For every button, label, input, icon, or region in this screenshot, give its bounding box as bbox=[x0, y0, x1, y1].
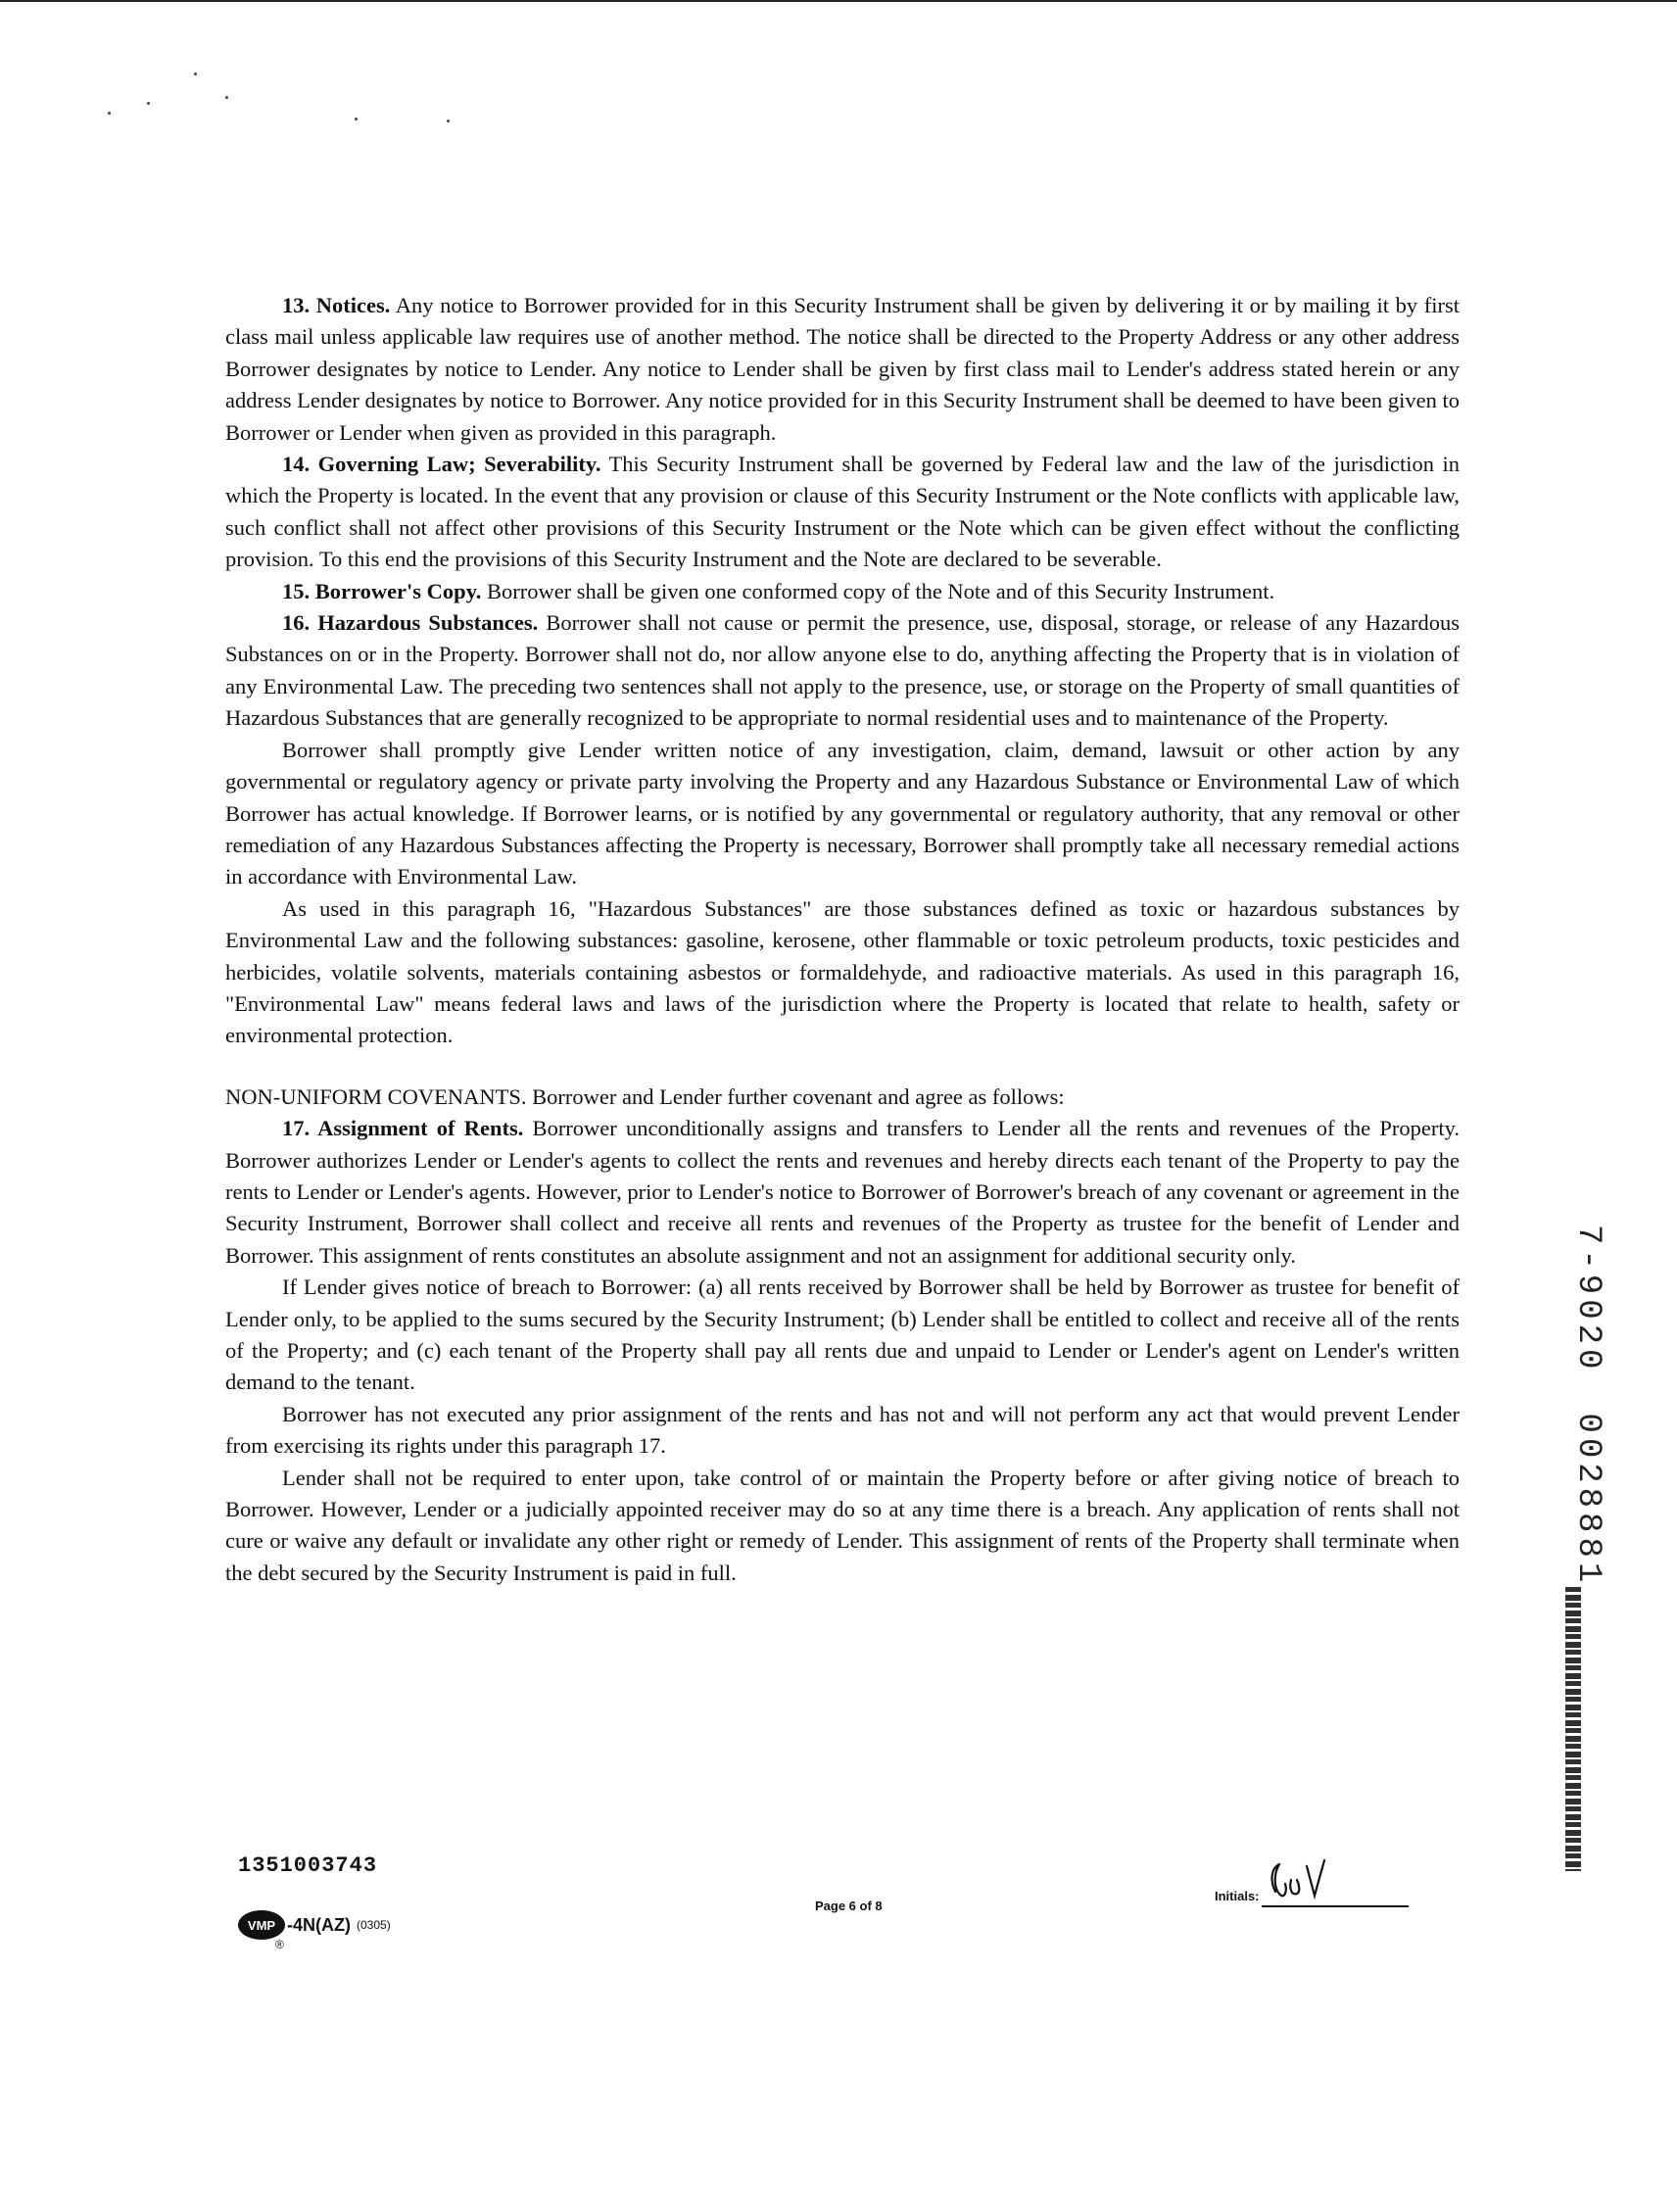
paragraph-16-definitions: As used in this paragraph 16, "Hazardous Substances" are those substances defined as toxic or hazardous substances by Environmental Law and the following substances: gasoline, kerosene, other flammable or toxic petroleum products, toxic pesticides and herbicides, volatile solvents, materials containing asbestos or formaldehyde, and radioactive materials. As used in this paragraph 16, "Environmental Law" means federal laws and laws of the jurisdiction where the Property is located that relate to health, safety or environmental protection. bbox=[225, 895, 1460, 1048]
paragraph-17-assignment-of-rents bbox=[225, 1113, 1460, 1272]
side-stamp-bar bbox=[1565, 1587, 1581, 1871]
paragraph-16-notice: Borrower shall promptly give Lender written notice of any investigation, claim, demand, lawsuit or other action by any governmental or regulatory agency or private party involving the Property and any Hazardous Substance or Environmental Law of which Borrower has actual knowledge. If Borrower learns, or is notified by any governmental or regulatory authority, that any removal or other remediation of any Hazardous Substances affecting the Property is necessary, Borrower shall promptly take all necessary remedial actions in accordance with Environmental Law. bbox=[225, 737, 1460, 890]
vmp-logo-text: VMP bbox=[247, 1917, 276, 1933]
registered-mark: ® bbox=[275, 1938, 284, 1951]
paragraph-14-governing-law bbox=[225, 449, 1460, 576]
non-uniform-covenants-intro: NON-UNIFORM COVENANTS. Borrower and Lender further covenant and agree as follows: bbox=[225, 1083, 1065, 1109]
paragraph-17-breach-notice: If Lender gives notice of breach to Borrower: (a) all rents received by Borrower shall be held by Borrower as trustee for benefit of Lender only, to be applied to the sums secured by the Security Instrument; (b) Lender shall be entitled to collect and receive all of the rents of the Property; and (c) each tenant of the Property shall pay all rents due and unpaid to Lender or Lender's agent on Lender's written demand to the tenant. bbox=[225, 1274, 1460, 1395]
paragraph-14-heading: 14. Governing Law; Severability. bbox=[282, 452, 601, 477]
initials-signature-icon bbox=[1262, 1851, 1350, 1909]
side-stamp bbox=[1569, 1225, 1606, 1587]
paragraph-13-heading: 13. Notices. bbox=[282, 293, 391, 317]
loan-number: 1351003743 bbox=[238, 1853, 378, 1878]
initials-signature-line bbox=[1262, 1866, 1409, 1907]
side-stamp-part2: 0028881 bbox=[1569, 1413, 1606, 1588]
side-stamp-part1: 7-9020 bbox=[1569, 1225, 1606, 1374]
vmp-logo bbox=[238, 1910, 285, 1951]
paragraph-16-hazardous-substances bbox=[225, 607, 1460, 735]
paragraph-17-heading: 17. Assignment of Rents. bbox=[282, 1116, 524, 1141]
paragraph-13-text: Any notice to Borrower provided for in this Security Instrument shall be given by delivering it or by mailing it by first class mail unless applicable law requires use of another method. The notice shall be directed to the Property Address or any other address Borrower designates by notice to Lender. Any notice to Lender shall be given by first class mail to Lender's address stated herein or any address Lender designates by notice to Borrower. Any notice provided for in this Security Instrument shall be deemed to have been given to Borrower or Lender when given as provided in this paragraph. bbox=[225, 293, 1460, 445]
form-code: -4N(AZ) bbox=[287, 1914, 351, 1935]
paragraph-15-heading: 15. Borrower's Copy. bbox=[282, 578, 482, 603]
section-gap bbox=[225, 1052, 1460, 1082]
form-identifier bbox=[238, 1910, 391, 1951]
paragraph-17-prior-assignment: Borrower has not executed any prior assignment of the rents and has not and will not perform any act that would prevent Lender from exercising its rights under this paragraph 17. bbox=[225, 1401, 1460, 1459]
paragraph-14-text: This Security Instrument shall be governed by Federal law and the law of the jurisdiction in which the Property is located. In the event that any provision or clause of this Security Instrument or the Note conflicts with applicable law, such conflict shall not affect other provisions of this Security Instrument or the Note which can be given effect without the conflicting provision. To this end the provisions of this Security Instrument and the Note are declared to be severable. bbox=[225, 452, 1460, 572]
initials-field bbox=[1215, 1866, 1409, 1907]
paragraph-15-text: Borrower shall be given one conformed copy of the Note and of this Security Instrument. bbox=[481, 578, 1275, 603]
initials-label: Initials: bbox=[1215, 1889, 1260, 1903]
paragraph-13-notices bbox=[225, 290, 1460, 449]
scan-top-edge bbox=[0, 0, 1677, 2]
paragraph-17-text: Borrower unconditionally assigns and transfers to Lender all the rents and revenues of the Property. Borrower authorizes Lender or Lender's agents to collect the rents and revenues and hereby directs each tenant of the Property to pay the rents to Lender or Lender's agents. However, prior to Lender's notice to Borrower of Borrower's breach of any covenant or agreement in the Security Instrument, Borrower shall collect and receive all rents and revenues of the Property as trustee for the benefit of Lender and Borrower. This assignment of rents constitutes an absolute assignment and not an assignment for additional security only. bbox=[225, 1116, 1460, 1268]
paragraph-15-borrowers-copy bbox=[225, 576, 1460, 607]
document-body bbox=[225, 290, 1460, 1589]
paragraph-17-lender-control: Lender shall not be required to enter upon, take control of or maintain the Property before or after giving notice of breach to Borrower. However, Lender or a judicially appointed receiver may do so at any time there is a breach. Any application of rents shall not cure or waive any default or invalidate any other right or remedy of Lender. This assignment of rents of the Property shall terminate when the debt secured by the Security Instrument is paid in full. bbox=[225, 1465, 1460, 1585]
paragraph-16-text: Borrower shall not cause or permit the presence, use, disposal, storage, or release of any Hazardous Substances on or in the Property. Borrower shall not do, nor allow anyone else to do, anything affecting the Property that is in violation of any Environmental Law. The preceding two sentences shall not apply to the presence, use, or storage on the Property of small quantities of Hazardous Substances that are generally recognized to be appropriate to normal residential uses and to maintenance of the Property. bbox=[225, 610, 1460, 731]
form-date: (0305) bbox=[357, 1918, 391, 1932]
page-number: Page 6 of 8 bbox=[815, 1899, 883, 1913]
paragraph-16-heading: 16. Hazardous Substances. bbox=[282, 610, 539, 636]
